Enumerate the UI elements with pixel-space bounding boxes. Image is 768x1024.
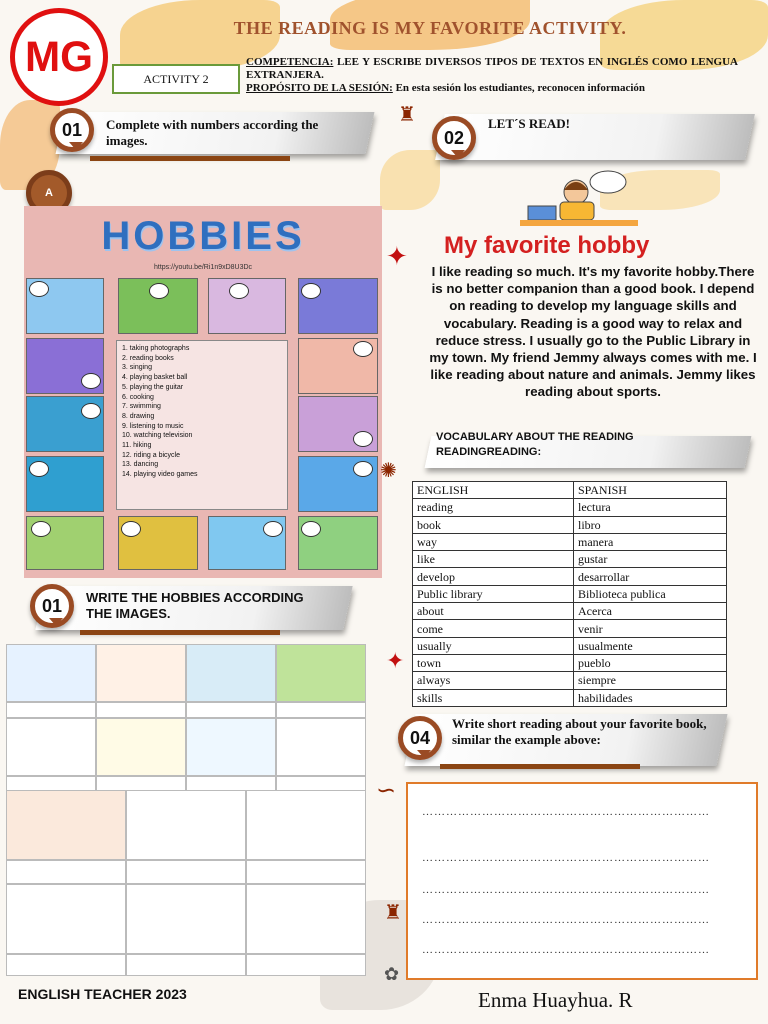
proposito-label: PROPÓSITO DE LA SESIÓN: <box>246 82 393 94</box>
section1-number: 01 <box>50 108 94 152</box>
writing-line[interactable]: ……………………………………………………………… <box>422 914 710 926</box>
logo-text: MG <box>24 33 94 81</box>
hobby-picture <box>186 644 276 702</box>
table-row <box>413 637 727 654</box>
hobbies-picture-grid <box>6 790 366 976</box>
peru-map-icon: ✦ <box>386 648 405 673</box>
table-cell: develop <box>413 568 574 585</box>
table-row <box>413 499 727 516</box>
vocab-heading <box>436 430 736 460</box>
vocabulary-table <box>412 481 727 707</box>
footer-teacher: ENGLISH TEACHER 2023 <box>18 986 187 1002</box>
table-row <box>413 620 727 637</box>
table-row <box>413 516 727 533</box>
list-item: 7. swimming <box>122 403 161 411</box>
hobbies-title: HOBBIES <box>101 214 305 258</box>
section4-banner-bar <box>440 764 640 769</box>
writing-box[interactable] <box>406 782 758 980</box>
list-item: 14. playing video games <box>122 471 198 479</box>
table-cell: Public library <box>413 585 574 602</box>
page-title: THE READING IS MY FAVORITE ACTIVITY. <box>233 18 627 38</box>
hobbies-list <box>116 340 288 510</box>
table-cell: town <box>413 654 574 671</box>
section3-number: 01 <box>30 584 74 628</box>
section4-instruction: Write short reading about your favorite book, similar the example above: <box>452 716 707 747</box>
hobby-picture <box>6 884 126 954</box>
story-title: My favorite hobby <box>444 232 650 259</box>
hobby-picture <box>186 718 276 776</box>
vocab-heading-line1: VOCABULARY ABOUT THE READING <box>436 431 634 443</box>
sports-picture-grid <box>6 644 366 794</box>
table-cell: always <box>413 672 574 689</box>
hobby-picture <box>246 790 366 860</box>
answer-cell[interactable] <box>246 954 366 976</box>
table-cell: reading <box>413 499 574 516</box>
answer-cell[interactable] <box>96 702 186 718</box>
hobby-picture <box>208 278 286 334</box>
table-cell: siempre <box>574 672 727 689</box>
list-item: 10. watching television <box>122 432 193 440</box>
writing-line[interactable]: ……………………………………………………………… <box>422 806 710 818</box>
writing-line[interactable]: ……………………………………………………………… <box>422 944 710 956</box>
hobby-picture <box>276 644 366 702</box>
ornament-icon: ✺ <box>380 460 397 482</box>
table-row <box>413 672 727 689</box>
list-item: 13. dancing <box>122 461 159 469</box>
table-cell: usually <box>413 637 574 654</box>
table-header-cell: SPANISH <box>574 482 727 499</box>
section3-banner-bar <box>80 630 280 635</box>
hobby-picture <box>118 516 198 570</box>
table-cell: way <box>413 533 574 550</box>
section3-instruction: WRITE THE HOBBIES ACCORDING THE IMAGES. <box>86 590 304 621</box>
hobby-picture <box>276 718 366 776</box>
table-cell: pueblo <box>574 654 727 671</box>
hobby-picture <box>96 718 186 776</box>
list-item: 11. hiking <box>122 442 152 450</box>
hobbies-url: https://youtu.be/Ri1n9xD8U3Dc <box>154 264 253 271</box>
writing-line[interactable]: ……………………………………………………………… <box>422 884 710 896</box>
list-item: 4. playing basket ball <box>122 374 188 382</box>
table-cell: libro <box>574 516 727 533</box>
hobby-picture <box>26 338 104 394</box>
mg-logo <box>10 8 108 106</box>
story-text: I like reading so much. It's my favorite hobby.There is no better companion than a good book. I depend on reading to develop my language skills and vocabulary. Reading is a good way to relax and reduce stress. I usually go to the Public Library in my town. My friend Jemmy always comes with me. I like reading about nature and animals. Jemmy likes reading about sports. <box>429 264 757 400</box>
hobby-picture <box>126 884 246 954</box>
leaf-decoration <box>380 150 440 210</box>
hobby-picture <box>298 516 378 570</box>
hobby-picture <box>26 278 104 334</box>
table-cell: desarrollar <box>574 568 727 585</box>
table-header <box>413 482 727 499</box>
section1-banner-bar <box>90 156 290 161</box>
hobby-picture <box>298 338 378 394</box>
ornament-icon: ∽ <box>376 778 397 804</box>
table-cell: book <box>413 516 574 533</box>
table-row <box>413 689 727 706</box>
vocab-heading-line2: READINGREADING: <box>436 446 542 458</box>
table-cell: Biblioteca publica <box>574 585 727 602</box>
hobby-picture <box>298 456 378 512</box>
table-cell: habilidades <box>574 689 727 706</box>
table-header-cell: ENGLISH <box>413 482 574 499</box>
hobby-picture <box>246 884 366 954</box>
hobby-picture <box>6 718 96 776</box>
hobby-picture <box>298 396 378 452</box>
ornament-icon: ♜ <box>398 104 416 126</box>
table-row <box>413 551 727 568</box>
table-cell: venir <box>574 620 727 637</box>
list-item: 5. playing the guitar <box>122 383 184 391</box>
hobby-picture <box>298 278 378 334</box>
table-row <box>413 568 727 585</box>
peru-map-icon: ✦ <box>386 242 408 271</box>
hobby-picture <box>26 456 104 512</box>
list-item: 1. taking photographs <box>122 345 190 352</box>
competencia-text: LEE Y ESCRIBE DIVERSOS TIPOS DE TEXTOS EN INGLÉS COMO LENGUA EXTRANJERA. <box>246 56 739 81</box>
section1-instruction: Complete with numbers according the images. <box>106 117 319 148</box>
table-row <box>413 533 727 550</box>
table-cell: skills <box>413 689 574 706</box>
hobbies-panel <box>24 206 382 578</box>
hobby-picture <box>208 516 286 570</box>
activity-label: ACTIVITY 2 <box>112 64 240 94</box>
list-item: 8. drawing <box>122 412 155 420</box>
answer-cell[interactable] <box>186 702 276 718</box>
table-cell: about <box>413 603 574 620</box>
answer-cell[interactable] <box>276 702 366 718</box>
list-item: 3. singing <box>122 364 152 372</box>
competencia-label: COMPETENCIA: <box>246 56 334 68</box>
section4-number: 04 <box>398 716 442 760</box>
proposito-text: En esta sesión los estudiantes, reconocen información <box>395 82 645 94</box>
competencia-block <box>246 56 738 95</box>
answer-cell[interactable] <box>126 954 246 976</box>
ornament-icon: ✿ <box>384 964 400 984</box>
reading-child-icon <box>520 170 640 230</box>
answer-cell[interactable] <box>6 702 96 718</box>
answer-cell[interactable] <box>126 860 246 884</box>
table-cell: gustar <box>574 551 727 568</box>
answer-cell[interactable] <box>246 860 366 884</box>
list-item: 2. reading books <box>122 354 174 362</box>
sub-marker-a: A <box>26 170 72 216</box>
table-row <box>413 585 727 602</box>
hobby-picture <box>118 278 198 334</box>
list-item: 9. listening to music <box>122 422 184 430</box>
table-cell: manera <box>574 533 727 550</box>
hobby-picture <box>6 790 126 860</box>
table-cell: come <box>413 620 574 637</box>
hobby-picture <box>26 396 104 452</box>
table-row <box>413 654 727 671</box>
list-item: 12. riding a bicycle <box>122 451 180 459</box>
hobby-picture <box>126 790 246 860</box>
footer-author: Enma Huayhua. R <box>478 988 633 1012</box>
list-item: 6. cooking <box>122 393 154 401</box>
section2-number: 02 <box>432 116 476 160</box>
table-cell: like <box>413 551 574 568</box>
hobby-picture <box>6 644 96 702</box>
writing-line[interactable]: ……………………………………………………………… <box>422 852 710 864</box>
section2-instruction: LET´S READ! <box>488 116 570 131</box>
answer-cell[interactable] <box>6 954 126 976</box>
ornament-icon: ♜ <box>384 902 402 924</box>
table-row <box>413 603 727 620</box>
table-cell: lectura <box>574 499 727 516</box>
hobby-picture <box>26 516 104 570</box>
table-cell: usualmente <box>574 637 727 654</box>
answer-cell[interactable] <box>6 860 126 884</box>
table-cell: Acerca <box>574 603 727 620</box>
hobby-picture <box>96 644 186 702</box>
